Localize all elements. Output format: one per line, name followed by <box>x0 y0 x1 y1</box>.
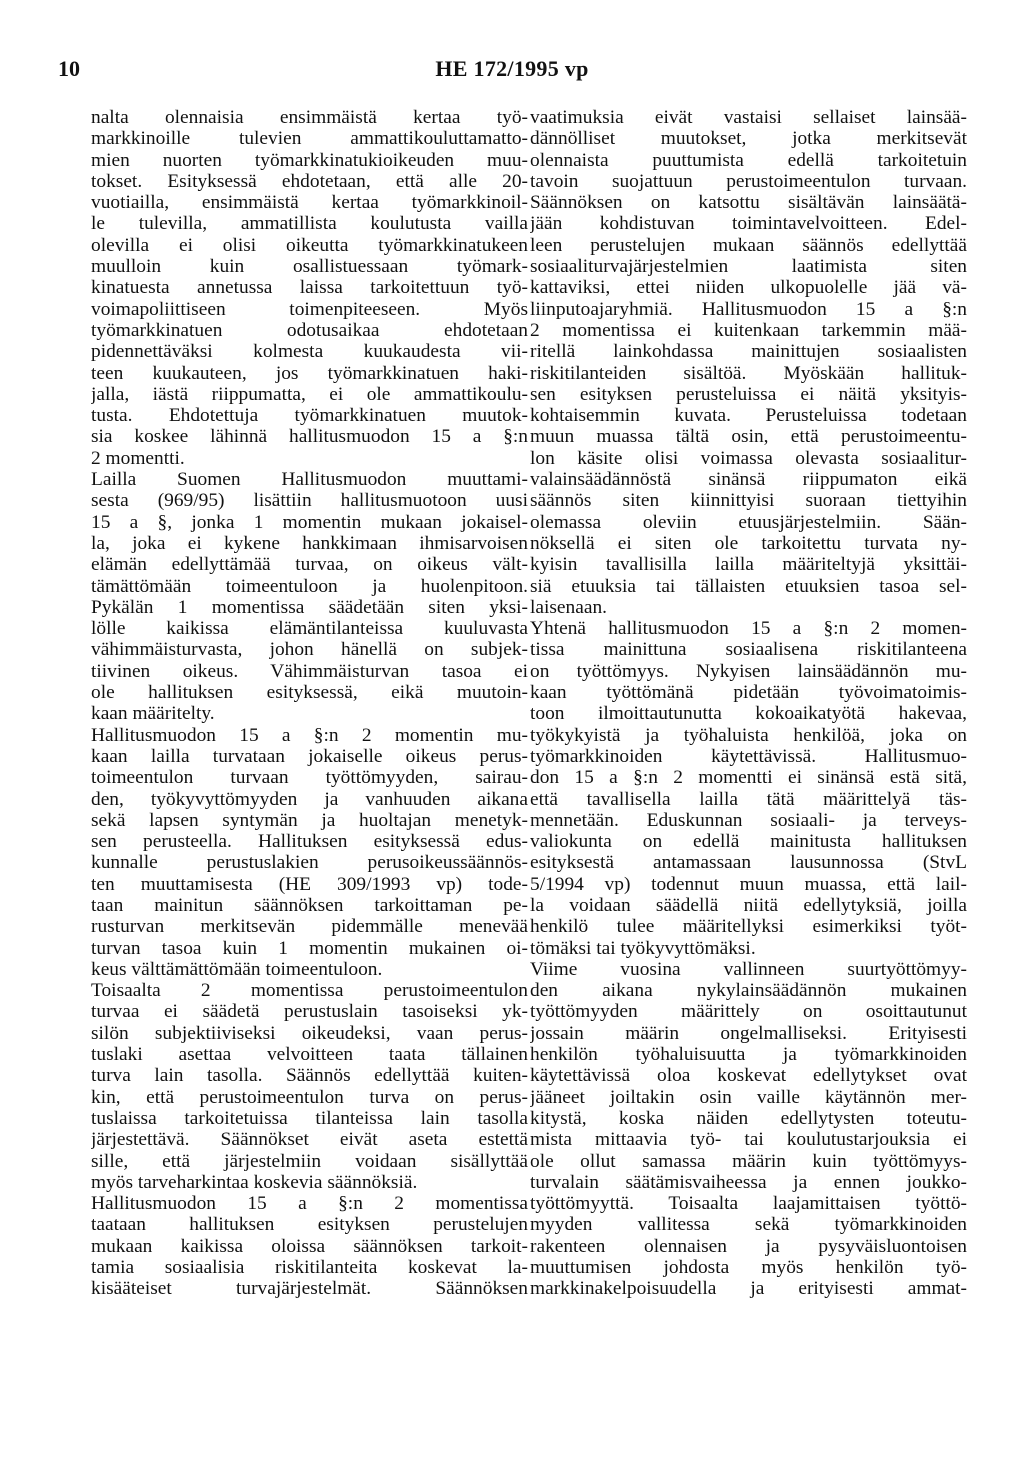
text-line: kaan määritelty. <box>91 703 215 725</box>
text-line: kattaviksi, ettei niiden ulkopuolelle jää vä- <box>530 277 967 299</box>
text-line: la voidaan säädellä niitä edellytyksiä, joilla <box>530 894 967 916</box>
text-line: voimapoliittiseen toimenpiteeseen. Myös <box>91 298 528 320</box>
text-line: 2 momentissa ei kuitenkaan tarkemmin mää- <box>530 319 967 341</box>
text-line: toimeentulon turvaan työttömyyden, sairau- <box>91 767 528 789</box>
text-line: kohtaisemmin kuvata. Perusteluissa todetaan <box>530 405 967 427</box>
text-line: mien nuorten työmarkkinatukioikeuden muu- <box>91 149 528 171</box>
text-line: sosiaaliturvajärjestelmien laatimista siten <box>530 256 967 278</box>
text-line: taan mainitun säännöksen tarkoittaman pe- <box>91 894 528 916</box>
text-line: että tavallisella lailla tätä määrittelyä täs- <box>530 788 967 810</box>
text-line: myyden vallitessa sekä työmarkkinoiden <box>530 1214 967 1236</box>
text-line: tissa mainittuna sosiaalisena riskitilanteena <box>530 639 967 661</box>
text-line: työmarkkinatuen odotusaikaa ehdotetaan <box>91 319 528 341</box>
text-line: nalta olennaisia ensimmäistä kertaa työ- <box>91 107 528 128</box>
text-line: järjestettävä. Säännökset eivät aseta estettä <box>91 1129 528 1151</box>
text-line: esityksestä antamassaan lausunnossa (StvL <box>530 852 967 874</box>
text-line: turvan tasoa kuin 1 momentin mukainen oi- <box>91 937 528 959</box>
text-line: tuslaki asettaa velvoitteen taata tällainen <box>91 1044 528 1066</box>
text-line: mista mittaavia työ- tai koulutustarjouksia ei <box>530 1129 967 1151</box>
text-line: Säännöksen on katsottu sisältävän lainsäätä- <box>530 192 967 214</box>
text-line: on työttömyys. Nykyisen lainsäädännön mu- <box>530 660 967 682</box>
text-line: rusturvan merkitsevän pidemmälle menevää <box>91 916 528 938</box>
text-line: taataan hallituksen esityksen perustelujen <box>91 1214 528 1236</box>
text-line: kaan lailla turvataan jokaiselle oikeus perus- <box>91 745 528 767</box>
text-line: liinputoajaryhmiä. Hallitusmuodon 15 a §:n <box>530 298 967 320</box>
text-line: kaan työttömänä pidetään työvoimatoimis- <box>530 682 967 704</box>
text-line: Hallitusmuodon 15 a §:n 2 momentissa <box>91 1193 528 1215</box>
text-line: leen perustelujen mukaan säännös edellyttää <box>530 234 967 256</box>
text-line: työkykyistä ja työhaluista henkilöä, joka on <box>530 724 967 746</box>
text-line: ten muuttamisesta (HE 309/1993 vp) tode- <box>91 873 528 895</box>
text-line: Viime vuosina vallinneen suurtyöttömyy- <box>530 958 967 980</box>
text-line: toon ilmoittautunutta kokoaikatyötä hakevaa, <box>530 703 967 725</box>
text-line: silön subjektiiviseksi oikeudeksi, vaan perus- <box>91 1022 528 1044</box>
text-line: nöksellä ei siten ole tarkoitettu turvata ny- <box>530 532 967 554</box>
text-line: tavoin suojattuun perustoimeentulon turvaan. <box>530 170 967 192</box>
text-line: den, työkyvyttömyyden ja vanhuuden aikana <box>91 788 528 810</box>
text-line: le tulevilla, ammatillista koulutusta vailla <box>91 213 528 235</box>
text-line: pidennettäväksi kolmesta kuukaudesta vii- <box>91 341 528 363</box>
text-line: vähimmäisturvasta, johon hänellä on subjek- <box>91 639 528 661</box>
text-line: sekä lapsen syntymän ja huoltajan menetyk- <box>91 809 528 831</box>
text-line: Lailla Suomen Hallitusmuodon muuttami- <box>91 469 528 491</box>
text-line: säännös siten kiinnittyisi suoraan tiettyihin <box>530 490 967 512</box>
text-line: sen esityksen perusteluissa ei näitä yksityis- <box>530 383 967 405</box>
text-line: jään kohdistuvan toimintavelvoitteen. Edel- <box>530 213 967 235</box>
text-line: ritellä lainkohdassa mainittujen sosiaalisten <box>530 341 967 363</box>
right-text-column <box>530 107 967 1300</box>
text-line: turva lain tasolla. Säännös edellyttää kuiten- <box>91 1065 528 1087</box>
text-line: 2 momentti. <box>91 447 185 469</box>
text-line: elämän edellyttämää turvaa, on oikeus vält- <box>91 554 528 576</box>
text-line: riskitilanteiden sisältöä. Myöskään hallituk- <box>530 362 967 384</box>
text-line: kinatuesta annetussa laissa tarkoitettuun työ- <box>91 277 528 299</box>
text-line: mennetään. Eduskunnan sosiaali- ja terveys- <box>530 809 967 831</box>
text-line: muuttumisen johdosta myös henkilön työ- <box>530 1257 967 1279</box>
text-line: tiivinen oikeus. Vähimmäisturvan tasoa ei <box>91 660 528 682</box>
text-line: dännölliset muutokset, jotka merkitsevät <box>530 128 967 150</box>
text-line: ole hallituksen esityksessä, eikä muutoin- <box>91 682 528 704</box>
text-line: muun muassa tältä osin, että perustoimeentu- <box>530 426 967 448</box>
text-line: lon käsite olisi voimassa olevasta sosiaalitur- <box>530 447 967 469</box>
text-line: Pykälän 1 momentissa säädetään siten yksi- <box>91 596 528 618</box>
text-line: siä etuuksia tai tällaisten etuuksien tasoa sel- <box>530 575 967 597</box>
text-line: Yhtenä hallitusmuodon 15 a §:n 2 momen- <box>530 618 967 640</box>
text-line: don 15 a §:n 2 momentti ei sinänsä estä sitä, <box>530 767 967 789</box>
text-line: sen perusteella. Hallituksen esityksessä edus- <box>91 831 528 853</box>
text-line: den aikana nykylainsäädännön mukainen <box>530 980 967 1002</box>
text-line: markkinoille tulevien ammattikouluttamatto- <box>91 128 528 150</box>
text-line: tämättömään toimeentuloon ja huolenpitoon. <box>91 575 528 597</box>
text-line: sille, että järjestelmiin voidaan sisällyttää <box>91 1150 528 1172</box>
text-line: jääneet joiltakin osin vaille käytännön mer- <box>530 1086 967 1108</box>
text-line: tusta. Ehdotettuja työmarkkinatuen muutok- <box>91 405 528 427</box>
page-number: 10 <box>58 56 80 81</box>
text-line: lölle kaikissa elämäntilanteissa kuuluvasta <box>91 618 528 640</box>
text-line: tamia sosiaalisia riskitilanteita koskevat la- <box>91 1257 528 1279</box>
text-line: työttömyyttä. Toisaalta laajamittaisen työttö- <box>530 1193 967 1215</box>
text-line: työttömyyden määrittely on osoittautunut <box>530 1001 967 1023</box>
text-line: teen kuukauteen, jos työmarkkinatuen haki- <box>91 362 528 384</box>
text-line: valainsäädännöstä sinänsä riippumaton eikä <box>530 469 967 491</box>
text-line: olennaista puuttumista edellä tarkoitetuin <box>530 149 967 171</box>
text-line: olemassa oleviin etuusjärjestelmiin. Sään- <box>530 511 967 533</box>
text-line: keus välttämättömään toimeentuloon. <box>91 958 383 980</box>
text-line: valiokunta on edellä mainitusta hallituksen <box>530 831 967 853</box>
text-line: myös tarveharkintaa koskevia säännöksiä. <box>91 1171 418 1193</box>
text-line: kyisin tavallisilla lailla määriteltyjä yksittäi- <box>530 554 967 576</box>
text-line: turvalain säätämisvaiheessa ja ennen joukko- <box>530 1171 967 1193</box>
text-line: käytettävissä oloa koskevat edellytykset ovat <box>530 1065 967 1087</box>
text-line: tömäksi tai työkyvyttömäksi. <box>530 937 756 959</box>
text-line: vuotiailla, ensimmäistä kertaa työmarkkinoil- <box>91 192 528 214</box>
text-line: 15 a §, jonka 1 momentin mukaan jokaisel- <box>91 511 528 533</box>
text-line: tuslaissa tarkoitetuissa tilanteissa lain tasolla <box>91 1107 528 1129</box>
text-line: la, joka ei kykene hankkimaan ihmisarvoisen <box>91 532 528 554</box>
text-line: kin, että perustoimeentulon turva on perus- <box>91 1086 528 1108</box>
text-line: työmarkkinoiden käytettävissä. Hallitusmuo- <box>530 745 967 767</box>
text-line: sia koskee lähinnä hallitusmuodon 15 a §:n <box>91 426 528 448</box>
text-line: muulloin kuin osallistuessaan työmark- <box>91 256 528 278</box>
text-line: sesta (969/95) lisättiin hallitusmuotoon uusi <box>91 490 528 512</box>
text-line: 5/1994 vp) todennut muun muassa, että lail- <box>530 873 967 895</box>
text-line: turvaa ei säädetä perustuslain tasoiseksi yk- <box>91 1001 528 1023</box>
text-line: markkinakelpoisuudella ja erityisesti ammat- <box>530 1278 967 1300</box>
running-title: HE 172/1995 vp <box>435 56 589 81</box>
text-line: Hallitusmuodon 15 a §:n 2 momentin mu- <box>91 724 528 746</box>
text-line: jalla, iästä riippumatta, ei ole ammattikoulu- <box>91 383 528 405</box>
text-line: rakenteen olennaisen ja pysyväisluontoisen <box>530 1235 967 1257</box>
text-line: ole ollut samassa määrin kuin työttömyys- <box>530 1150 967 1172</box>
text-line: mukaan kaikissa oloissa säännöksen tarkoit- <box>91 1235 528 1257</box>
text-line: Toisaalta 2 momentissa perustoimeentulon <box>91 980 528 1002</box>
text-line: olevilla ei olisi oikeutta työmarkkinatukeen <box>91 234 528 256</box>
text-line: henkilön työhaluisuutta ja työmarkkinoiden <box>530 1044 967 1066</box>
text-line: kunnalle perustuslakien perusoikeussäännös- <box>91 852 528 874</box>
left-text-column <box>91 107 528 1300</box>
text-line: tokset. Esityksessä ehdotetaan, että alle 20- <box>91 170 528 192</box>
text-line: kitystä, koska näiden edellytysten toteutu- <box>530 1107 967 1129</box>
text-line: jossain määrin ongelmalliseksi. Erityisesti <box>530 1022 967 1044</box>
text-line: kisääteiset turvajärjestelmät. Säännöksen <box>91 1278 528 1300</box>
text-line: vaatimuksia eivät vastaisi sellaiset lainsää- <box>530 107 967 128</box>
text-line: henkilö tulee määritellyksi esimerkiksi työt- <box>530 916 967 938</box>
text-line: laisenaan. <box>530 596 607 618</box>
